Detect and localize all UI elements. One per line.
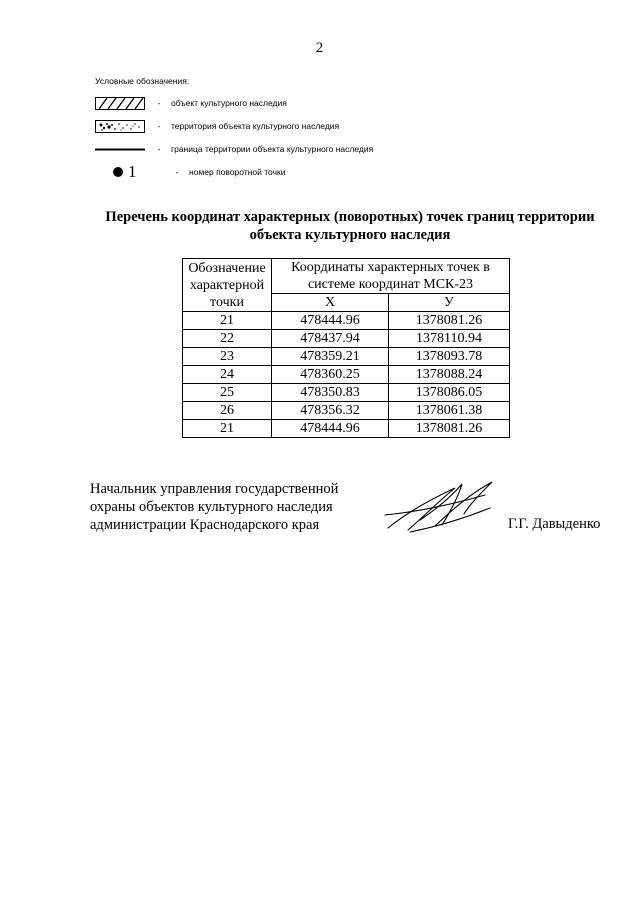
heading-line-2: объекта культурного наследия: [249, 227, 451, 243]
header-y: У: [389, 294, 510, 312]
textured-rect-icon: [95, 119, 147, 133]
point-icon: [95, 162, 165, 181]
cell-y: 1378088.24: [389, 366, 510, 384]
legend-item-boundary: [95, 141, 373, 157]
header-coordinates: Координаты характерных точек в системе координат МСК-23: [272, 259, 510, 294]
signatory-title: Начальник управления государственной охраны объектов культурного наследия администрации Краснодарского края: [90, 481, 339, 533]
cell-y: 1378093.78: [389, 348, 510, 366]
legend-dash: -: [157, 98, 161, 108]
table-row: [183, 348, 510, 366]
legend-dash: -: [157, 121, 161, 131]
cell-point: 26: [183, 402, 272, 420]
cell-y: 1378086.05: [389, 384, 510, 402]
cell-point: 23: [183, 348, 272, 366]
header-x: Х: [272, 294, 389, 312]
legend: [95, 76, 373, 187]
cell-point: 22: [183, 330, 272, 348]
legend-text: объект культурного наследия: [171, 98, 287, 108]
legend-title: Условные обозначения:: [95, 76, 190, 86]
hatched-rect-icon: [95, 96, 147, 110]
legend-text: номер поворотной точки: [189, 167, 286, 177]
cell-y: 1378061.38: [389, 402, 510, 420]
cell-point: 21: [183, 420, 272, 438]
document-heading: [70, 208, 630, 244]
header-point-designation: Обозначение характерной точки: [183, 259, 272, 312]
table-row: [183, 384, 510, 402]
cell-x: 478444.96: [272, 420, 389, 438]
legend-item-territory: [95, 118, 373, 134]
cell-x: 478359.21: [272, 348, 389, 366]
cell-x: 478350.83: [272, 384, 389, 402]
signatory-name: Г.Г. Давыденко: [508, 516, 601, 532]
table-row: [183, 420, 510, 438]
point-label: 1: [128, 162, 137, 181]
handwritten-signature: [380, 470, 510, 540]
cell-y: 1378081.26: [389, 420, 510, 438]
legend-dash: -: [157, 144, 161, 154]
table-row: [183, 366, 510, 384]
table-row: [183, 330, 510, 348]
page-number: 2: [315, 40, 324, 56]
legend-text: граница территории объекта культурного наследия: [171, 144, 374, 154]
cell-x: 478360.25: [272, 366, 389, 384]
cell-x: 478444.96: [272, 312, 389, 330]
cell-x: 478356.32: [272, 402, 389, 420]
legend-dash: -: [175, 167, 179, 177]
cell-y: 1378081.26: [389, 312, 510, 330]
coordinates-table: [182, 258, 510, 438]
heading-line-1: Перечень координат характерных (поворотных) точек границ территории: [105, 209, 595, 225]
cell-point: 25: [183, 384, 272, 402]
legend-item-point: [95, 164, 373, 180]
legend-item-object: [95, 95, 373, 111]
legend-text: территория объекта культурного наследия: [171, 121, 340, 131]
cell-point: 21: [183, 312, 272, 330]
solid-line-icon: [95, 142, 147, 156]
table-row: [183, 312, 510, 330]
point-dot-icon: [113, 167, 123, 177]
table-row: [183, 402, 510, 420]
cell-y: 1378110.94: [389, 330, 510, 348]
cell-point: 24: [183, 366, 272, 384]
cell-x: 478437.94: [272, 330, 389, 348]
